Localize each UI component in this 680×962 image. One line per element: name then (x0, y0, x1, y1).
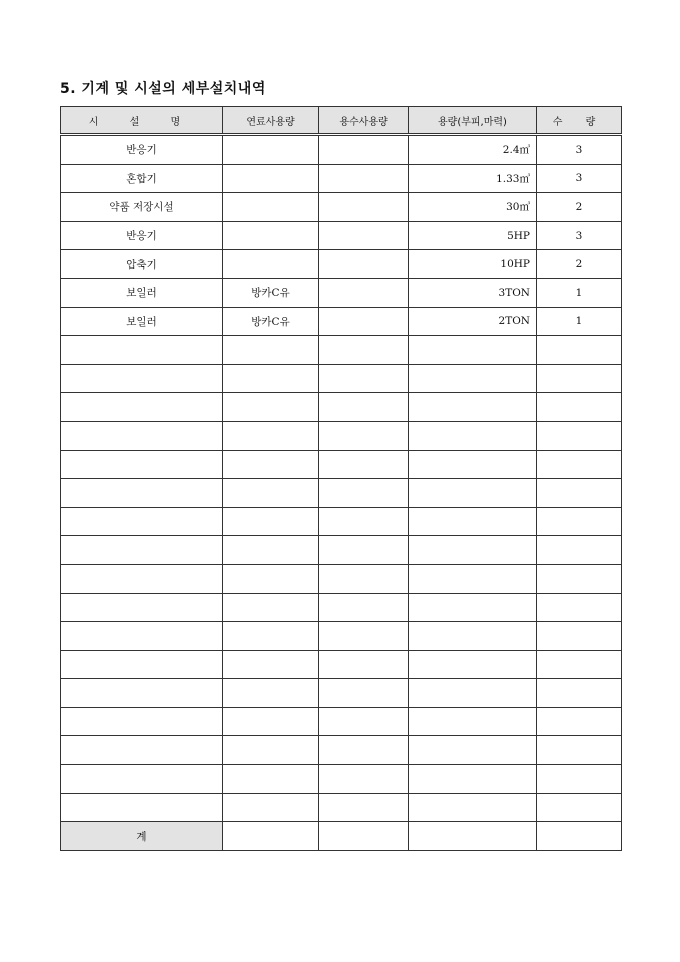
cell-fuel-usage (223, 593, 319, 622)
table-row (61, 307, 622, 336)
table-row (61, 736, 622, 765)
cell-fuel-usage (223, 135, 319, 165)
cell-quantity: 1 (537, 278, 622, 307)
cell-facility-name (61, 650, 223, 679)
table-row (61, 679, 622, 708)
cell-water-usage (319, 135, 409, 165)
table-body (61, 135, 622, 822)
cell-quantity (537, 593, 622, 622)
cell-facility-name: 보일러 (61, 278, 223, 307)
total-label: 계 (61, 822, 223, 851)
total-quantity (537, 822, 622, 851)
table-row (61, 221, 622, 250)
cell-fuel-usage: 방카C유 (223, 307, 319, 336)
table-row (61, 336, 622, 365)
cell-fuel-usage (223, 564, 319, 593)
cell-quantity (537, 679, 622, 708)
total-row (61, 822, 622, 851)
cell-water-usage (319, 650, 409, 679)
cell-capacity (409, 479, 537, 508)
cell-quantity (537, 622, 622, 651)
cell-facility-name (61, 736, 223, 765)
cell-quantity (537, 564, 622, 593)
cell-quantity (537, 536, 622, 565)
cell-fuel-usage (223, 650, 319, 679)
cell-capacity (409, 679, 537, 708)
table-row (61, 765, 622, 794)
cell-capacity: 10HP (409, 250, 537, 279)
cell-facility-name (61, 765, 223, 794)
cell-fuel-usage (223, 679, 319, 708)
cell-capacity (409, 564, 537, 593)
header-fuel-usage: 연료사용량 (223, 107, 319, 135)
cell-quantity (537, 421, 622, 450)
table-row (61, 193, 622, 222)
cell-quantity (537, 507, 622, 536)
table-row (61, 707, 622, 736)
cell-fuel-usage (223, 421, 319, 450)
cell-water-usage (319, 193, 409, 222)
cell-capacity (409, 364, 537, 393)
cell-facility-name (61, 421, 223, 450)
cell-fuel-usage (223, 479, 319, 508)
cell-fuel-usage (223, 193, 319, 222)
cell-water-usage (319, 793, 409, 822)
header-facility-name: 시 설 명 (61, 107, 223, 135)
cell-facility-name: 혼합기 (61, 164, 223, 193)
cell-water-usage (319, 679, 409, 708)
cell-capacity: 2.4㎥ (409, 135, 537, 165)
table-row (61, 364, 622, 393)
cell-water-usage (319, 164, 409, 193)
header-quantity: 수 량 (537, 107, 622, 135)
table-row (61, 564, 622, 593)
cell-facility-name (61, 507, 223, 536)
header-capacity: 용량(부피,마력) (409, 107, 537, 135)
cell-quantity: 3 (537, 164, 622, 193)
cell-water-usage (319, 507, 409, 536)
cell-facility-name (61, 593, 223, 622)
table-row (61, 793, 622, 822)
table-row (61, 622, 622, 651)
cell-water-usage (319, 622, 409, 651)
cell-capacity (409, 393, 537, 422)
cell-quantity (537, 707, 622, 736)
total-fuel (223, 822, 319, 851)
cell-capacity (409, 507, 537, 536)
cell-fuel-usage (223, 622, 319, 651)
cell-quantity: 1 (537, 307, 622, 336)
table-row (61, 135, 622, 165)
cell-capacity (409, 336, 537, 365)
cell-water-usage (319, 393, 409, 422)
section-title: 5. 기계 및 시설의 세부설치내역 (60, 81, 266, 97)
cell-quantity (537, 364, 622, 393)
cell-fuel-usage (223, 507, 319, 536)
cell-water-usage (319, 450, 409, 479)
cell-capacity: 2TON (409, 307, 537, 336)
cell-quantity (537, 793, 622, 822)
cell-quantity (537, 765, 622, 794)
table-row (61, 507, 622, 536)
cell-facility-name: 압축기 (61, 250, 223, 279)
cell-capacity (409, 450, 537, 479)
cell-quantity: 3 (537, 221, 622, 250)
table-header-row (61, 107, 622, 135)
cell-fuel-usage (223, 450, 319, 479)
cell-fuel-usage (223, 164, 319, 193)
cell-fuel-usage (223, 707, 319, 736)
cell-fuel-usage (223, 765, 319, 794)
cell-water-usage (319, 593, 409, 622)
cell-facility-name (61, 679, 223, 708)
cell-facility-name: 약품 저장시설 (61, 193, 223, 222)
header-water-usage: 용수사용량 (319, 107, 409, 135)
cell-quantity (537, 650, 622, 679)
cell-fuel-usage: 방카C유 (223, 278, 319, 307)
table-row (61, 479, 622, 508)
cell-fuel-usage (223, 393, 319, 422)
table-row (61, 164, 622, 193)
cell-facility-name (61, 536, 223, 565)
cell-fuel-usage (223, 364, 319, 393)
table-row (61, 593, 622, 622)
table-row (61, 278, 622, 307)
cell-capacity (409, 593, 537, 622)
cell-fuel-usage (223, 336, 319, 365)
cell-water-usage (319, 765, 409, 794)
cell-water-usage (319, 307, 409, 336)
cell-water-usage (319, 250, 409, 279)
cell-facility-name: 반응기 (61, 135, 223, 165)
cell-quantity (537, 479, 622, 508)
table-row (61, 250, 622, 279)
cell-water-usage (319, 421, 409, 450)
cell-fuel-usage (223, 736, 319, 765)
total-water (319, 822, 409, 851)
table-row (61, 393, 622, 422)
cell-capacity (409, 622, 537, 651)
cell-facility-name (61, 707, 223, 736)
cell-quantity: 2 (537, 250, 622, 279)
equipment-table (60, 106, 622, 851)
cell-facility-name (61, 364, 223, 393)
table-row (61, 536, 622, 565)
cell-quantity: 2 (537, 193, 622, 222)
cell-facility-name (61, 793, 223, 822)
cell-capacity (409, 421, 537, 450)
table-row (61, 650, 622, 679)
cell-facility-name (61, 622, 223, 651)
cell-facility-name (61, 450, 223, 479)
cell-water-usage (319, 336, 409, 365)
cell-quantity (537, 736, 622, 765)
cell-capacity (409, 650, 537, 679)
total-capacity (409, 822, 537, 851)
cell-capacity: 1.33㎥ (409, 164, 537, 193)
cell-water-usage (319, 278, 409, 307)
cell-capacity (409, 793, 537, 822)
cell-quantity (537, 336, 622, 365)
cell-water-usage (319, 736, 409, 765)
cell-facility-name (61, 479, 223, 508)
cell-capacity (409, 765, 537, 794)
cell-facility-name: 보일러 (61, 307, 223, 336)
cell-water-usage (319, 479, 409, 508)
cell-facility-name: 반응기 (61, 221, 223, 250)
cell-fuel-usage (223, 250, 319, 279)
cell-quantity (537, 450, 622, 479)
table-row (61, 421, 622, 450)
cell-facility-name (61, 393, 223, 422)
cell-water-usage (319, 364, 409, 393)
cell-quantity: 3 (537, 135, 622, 165)
cell-fuel-usage (223, 793, 319, 822)
cell-capacity: 3TON (409, 278, 537, 307)
cell-water-usage (319, 536, 409, 565)
cell-fuel-usage (223, 536, 319, 565)
cell-capacity (409, 736, 537, 765)
cell-capacity (409, 707, 537, 736)
cell-capacity (409, 536, 537, 565)
cell-capacity: 5HP (409, 221, 537, 250)
cell-fuel-usage (223, 221, 319, 250)
cell-water-usage (319, 564, 409, 593)
cell-facility-name (61, 336, 223, 365)
cell-water-usage (319, 221, 409, 250)
cell-quantity (537, 393, 622, 422)
cell-facility-name (61, 564, 223, 593)
cell-capacity: 30㎥ (409, 193, 537, 222)
table-row (61, 450, 622, 479)
cell-water-usage (319, 707, 409, 736)
